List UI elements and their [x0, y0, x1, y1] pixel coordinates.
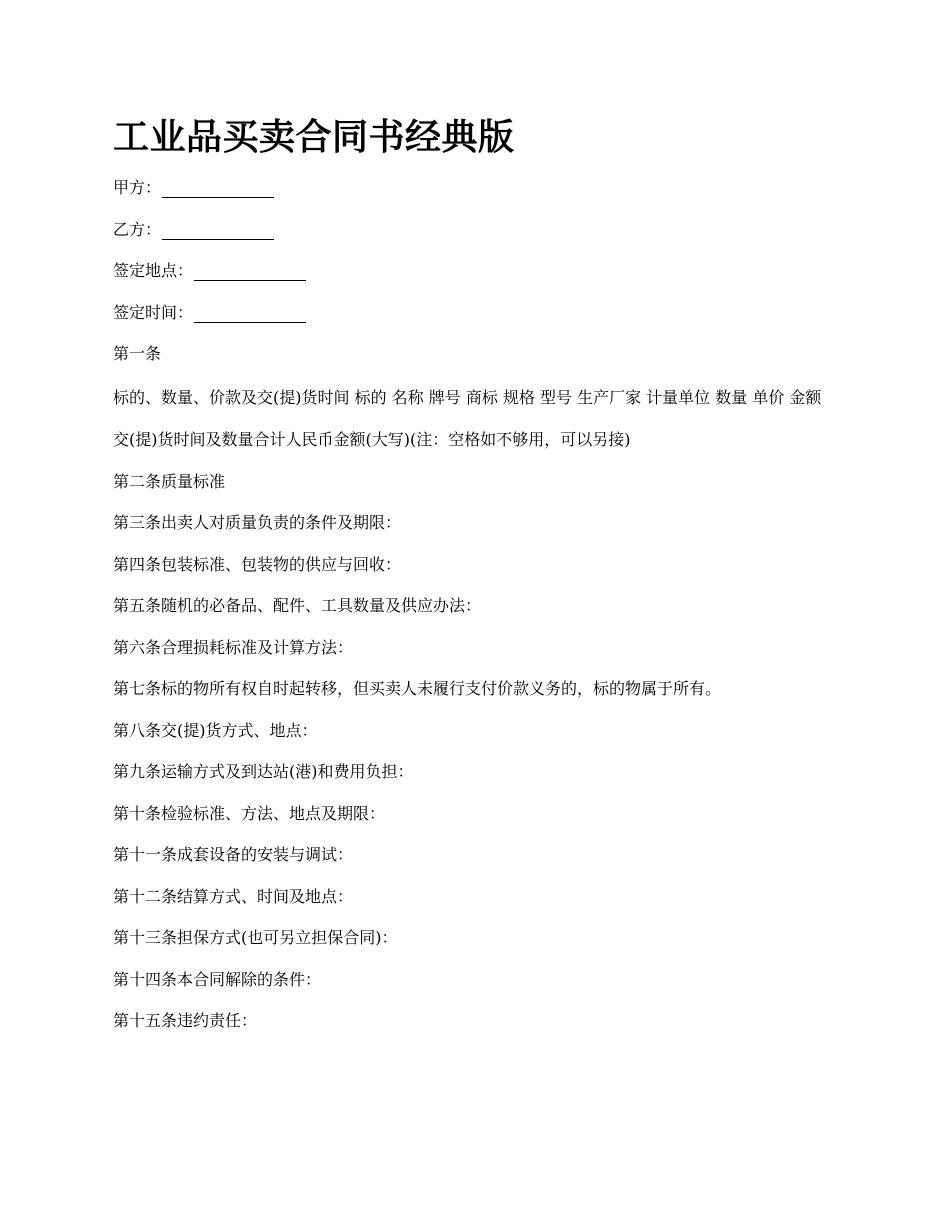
clause-9: 第九条运输方式及到达站(港)和费用负担： — [113, 762, 414, 781]
clause-6: 第六条合理损耗标准及计算方法： — [113, 637, 354, 657]
clause-10: 第十条检验标准、方法、地点及期限： — [113, 803, 386, 823]
clause-5: 第五条随机的必备品、配件、工具数量及供应办法： — [113, 596, 482, 615]
party-b-label: 乙方： — [113, 219, 162, 239]
signing-time-field — [113, 303, 833, 323]
clause-1-total: 交(提)货时间及数量合计人民币金额(大写)(注：空格如不够用，可以另接) — [113, 430, 631, 449]
document-title: 工业品买卖合同书经典版 — [113, 116, 515, 158]
party-b-blank — [162, 224, 274, 240]
party-a-field — [113, 178, 833, 198]
document-page — [113, 108, 833, 1053]
clause-13: 第十三条担保方式(也可另立担保合同)： — [113, 928, 398, 947]
clause-11: 第十一条成套设备的安装与调试： — [113, 845, 354, 864]
clause-7: 第七条标的物所有权自时起转移，但买卖人未履行支付价款义务的，标的物属于所有。 — [113, 679, 722, 698]
clause-2: 第二条质量标准 — [113, 471, 226, 491]
clause-8: 第八条交(提)货方式、地点： — [113, 720, 318, 740]
signing-time-blank — [194, 307, 306, 323]
party-b-field — [113, 220, 833, 240]
signing-place-field — [113, 261, 833, 281]
party-a-blank — [162, 182, 274, 198]
clause-14: 第十四条本合同解除的条件： — [113, 969, 322, 989]
signing-place-label: 签定地点： — [113, 261, 194, 280]
clause-12: 第十二条结算方式、时间及地点： — [113, 886, 354, 906]
clause-15: 第十五条违约责任： — [113, 1011, 258, 1030]
clause-4: 第四条包装标准、包装物的供应与回收： — [113, 554, 402, 574]
clause-1-item-list: 标的、数量、价款及交(提)货时间 标的 名称 牌号 商标 规格 型号 生产厂家 计量单位 数量 单价 金额 — [113, 387, 822, 407]
signing-time-label: 签定时间： — [113, 302, 194, 322]
party-a-label: 甲方： — [113, 178, 162, 197]
signing-place-blank — [194, 265, 306, 281]
clause-1-heading: 第一条 — [113, 344, 162, 363]
clause-3: 第三条出卖人对质量负责的条件及期限： — [113, 513, 402, 532]
